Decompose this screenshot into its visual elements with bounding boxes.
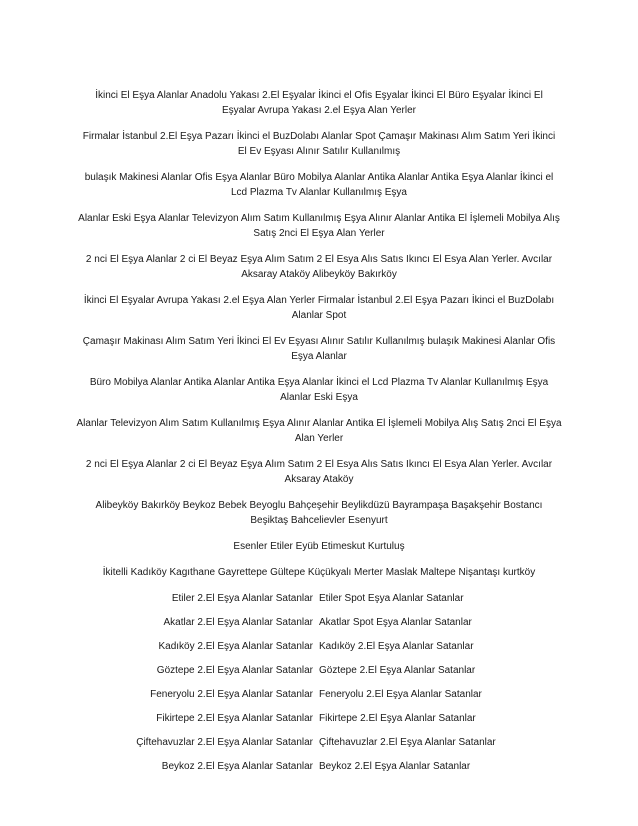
paragraph-1: İkinci El Eşya Alanlar Anadolu Yakası 2.El Eşyalar İkinci el Ofis Eşyalar İkinci El Büro Eşyalar İkinci El Eşyalar Avrupa Yakası 2.el Eşya Alan Yerler	[95, 90, 543, 116]
paragraph-5: 2 nci El Eşya Alanlar 2 ci El Beyaz Eşya Alım Satım 2 El Esya Alıs Satıs Ikıncı El Esya Alan Yerler. Avcılar Aksaray Ataköy Alibeyköy Bakırköy	[85, 254, 553, 280]
district-left-text: Kadıköy 2.El Eşya Alanlar Satanlar	[158, 641, 313, 652]
paragraph-3: bulaşık Makinesi Alanlar Ofis Eşya Alanlar Büro Mobilya Alanlar Antika Alanlar Antika Eşya Alanlar İkinci el Lcd Plazma Tv Alanlar Kullanılmış Eşya	[84, 172, 554, 198]
district-list	[80, 591, 558, 774]
district-right-text: Çiftehavuzlar 2.El Eşya Alanlar Satanlar	[319, 737, 496, 748]
district-right-text: Feneryolu 2.El Eşya Alanlar Satanlar	[319, 689, 482, 700]
paragraph-10: 2 nci El Eşya Alanlar 2 ci El Beyaz Eşya Alım Satım 2 El Esya Alıs Satıs Ikıncı El Esya Alan Yerler. Avcılar Aksaray Ataköy	[85, 459, 553, 485]
district-right-text: Kadıköy 2.El Eşya Alanlar Satanlar	[319, 641, 474, 652]
paragraph-4: Alanlar Eski Eşya Alanlar Televizyon Alım Satım Kullanılmış Eşya Alınır Alanlar Antika El İşlemeli Mobilya Alış Satış 2nci El Eşya Alan Yerler	[78, 213, 560, 239]
paragraph-2: Firmalar İstanbul 2.El Eşya Pazarı İkinci el BuzDolabı Alanlar Spot Çamaşır Makinası Alım Satım Yeri İkinci El Ev Eşyası Alınır Satılır Kullanılmış	[82, 131, 556, 157]
district-row	[80, 687, 558, 702]
district-left-text: Etiler 2.El Eşya Alanlar Satanlar	[171, 593, 313, 604]
district-right-text: Beykoz 2.El Eşya Alanlar Satanlar	[319, 761, 471, 772]
district-row	[80, 663, 558, 678]
district-left-text: Çiftehavuzlar 2.El Eşya Alanlar Satanlar	[136, 737, 313, 748]
district-row	[80, 711, 558, 726]
paragraph-13: İkitelli Kadıköy Kagıthane Gayrettepe Gültepe Küçükyalı Merter Maslak Maltepe Nişantaşı kurtköy	[102, 567, 536, 578]
district-right-text: Fikirtepe 2.El Eşya Alanlar Satanlar	[319, 713, 476, 724]
paragraph-6: İkinci El Eşyalar Avrupa Yakası 2.el Eşya Alan Yerler Firmalar İstanbul 2.El Eşya Pazarı İkinci el BuzDolabı Alanlar Spot	[83, 295, 555, 321]
paragraph-7: Çamaşır Makinası Alım Satım Yeri İkinci El Ev Eşyası Alınır Satılır Kullanılmış bulaşık Makinesi Alanlar Ofis Eşya Alanlar	[82, 336, 556, 362]
district-row	[80, 615, 558, 630]
document-page	[76, 88, 562, 783]
paragraph-11: Alibeyköy Bakırköy Beykoz Bebek Beyoglu Bahçeşehir Beylikdüzü Bayrampaşa Başakşehir Bostancı Beşiktaş Bahcelievler Esenyurt	[95, 500, 543, 526]
district-left-text: Fikirtepe 2.El Eşya Alanlar Satanlar	[156, 713, 313, 724]
district-row	[80, 735, 558, 750]
district-left-text: Feneryolu 2.El Eşya Alanlar Satanlar	[150, 689, 313, 700]
paragraph-8: Büro Mobilya Alanlar Antika Alanlar Antika Eşya Alanlar İkinci el Lcd Plazma Tv Alanlar Kullanılmış Eşya Alanlar Eski Eşya	[89, 377, 549, 403]
district-left-text: Beykoz 2.El Eşya Alanlar Satanlar	[161, 761, 313, 772]
paragraph-9: Alanlar Televizyon Alım Satım Kullanılmış Eşya Alınır Alanlar Antika El İşlemeli Mobilya Alış Satış 2nci El Eşya Alan Yerler	[76, 418, 562, 444]
paragraph-12: Esenler Etiler Eyüb Etimeskut Kurtuluş	[233, 541, 405, 552]
district-row	[80, 591, 558, 606]
district-left-text: Göztepe 2.El Eşya Alanlar Satanlar	[156, 665, 313, 676]
district-right-text: Göztepe 2.El Eşya Alanlar Satanlar	[319, 665, 476, 676]
district-right-text: Akatlar Spot Eşya Alanlar Satanlar	[319, 617, 472, 628]
district-left-text: Akatlar 2.El Eşya Alanlar Satanlar	[163, 617, 313, 628]
district-row	[80, 759, 558, 774]
district-right-text: Etiler Spot Eşya Alanlar Satanlar	[319, 593, 464, 604]
district-row	[80, 639, 558, 654]
